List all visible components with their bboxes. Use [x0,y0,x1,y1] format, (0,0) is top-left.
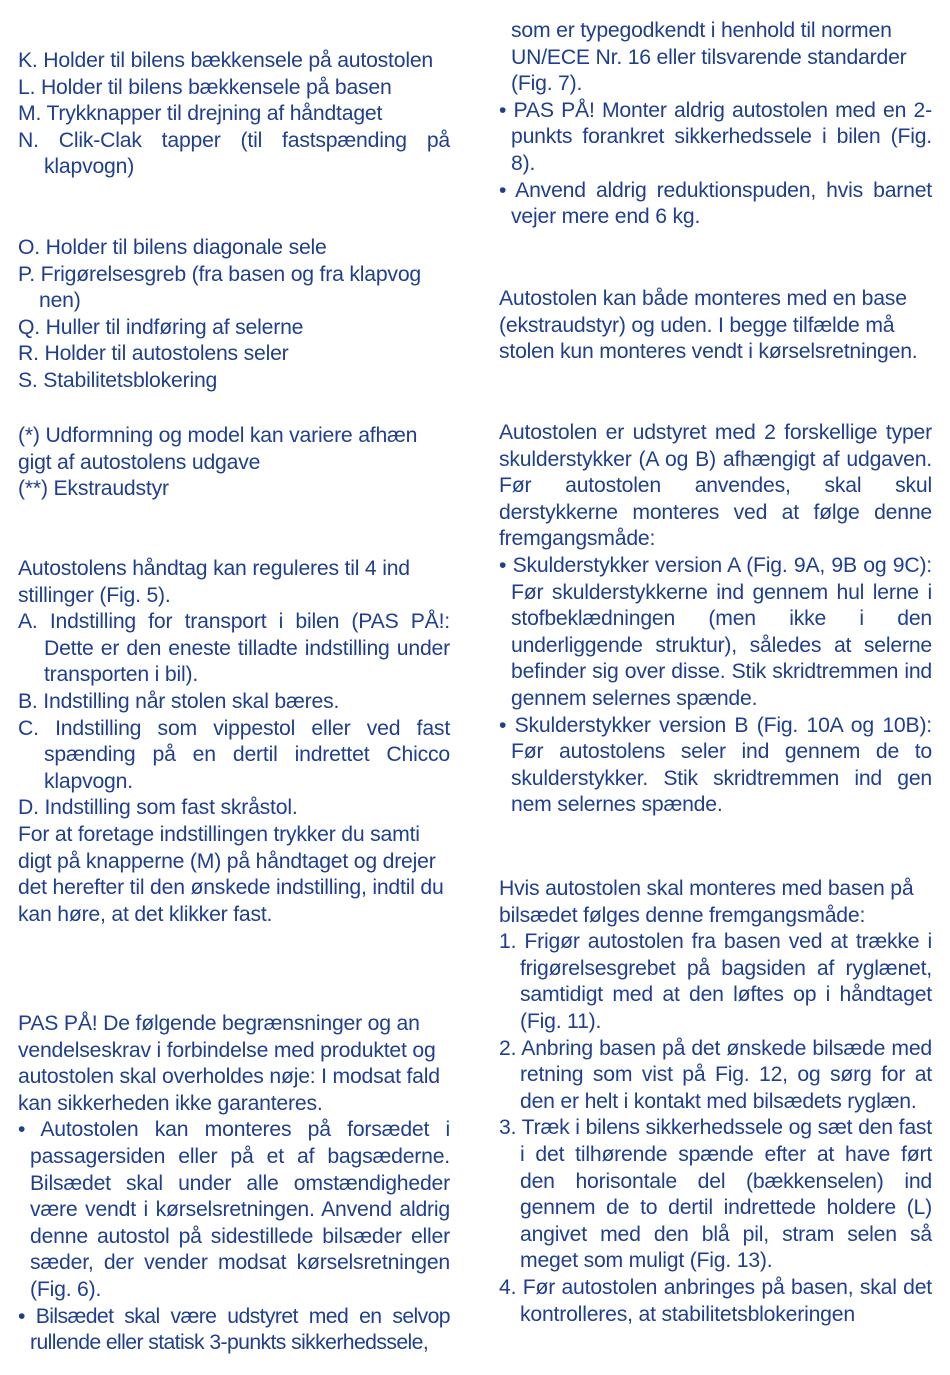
warning-bullet-seat-belt: • Bilsædet skal være udstyret med en selvop rullende eller statisk 3-punkts sikkerhedssele, [18,1304,450,1355]
handle-adjustment-section [18,556,450,928]
legend-item-l: L. Holder til bilens bækkensele på basen [18,75,392,99]
legend-item-r: R. Holder til autostolens seler [18,342,289,366]
shoulder-pads-section [499,420,932,819]
mount-step-1: 1. Frigør autostolen fra basen ved at trække i frigørelsesgrebet på bagsiden af ryglænet, samtidigt med at den løftes op i håndtaget (Fig. 11). [499,930,932,1033]
continued-text: som er typegodkendt i henhold til normen UN/ECE Nr. 16 eller tilsvarende standarder (Fig. 7). [511,19,907,96]
shoulder-intro: Autostolen er udstyret med 2 forskellige typer skulderstykker (A og B) afhængigt af udgaven. Før autostolen anvendes, skal skul derstykkerne monteres ved at følge denne fremgangsmåde: [499,421,932,551]
bullet-icon: • [499,713,515,737]
handle-position-b: B. Indstilling når stolen skal bæres. [18,689,340,713]
warning-bullet-seat-position: • Autostolen kan monteres på forsædet i passagersiden eller på et af bagsæderne. Bilsædet skal under alle omstændigheder være vendt i kørselsretningen. Anvend aldrig denne autostol på sidestillede bilsæder eller sæder, der vender modsat kørselsretningen (Fig. 6). [18,1118,450,1301]
legend-item-k: K. Holder til bilens bækkensele på autostolen [18,49,433,72]
warning-bullet-reduction-cushion: • Anvend aldrig reduktionspuden, hvis barnet vejer mere end 6 kg. [499,178,932,229]
handle-instructions: For at foretage indstillingen trykker du samti digt på knapperne (M) på håndtaget og drejer det herefter til den ønskede indstilling, indtil du kan høre, at det klikker fast. [18,822,444,926]
legend-item-n: N. Clik-Clak tapper (til fastspænding på klapvogn) [18,128,450,179]
component-legend-part-1 [18,48,450,181]
bullet-icon: • [499,178,516,202]
shoulder-version-a: • Skulderstykker version A (Fig. 9A, 9B og 9C): Før skulderstykkerne ind gennem hul lerne i stofbeklædningen (men ikke i den underliggende struktur), således at selerne befinder sig over disse. Stik skridtremmen ind gennem selernes spænde. [499,553,932,710]
component-legend-part-2 [18,235,450,395]
handle-position-a: A. Indstilling for transport i bilen (PAS PÅ!: Dette er den eneste tilladte indstilling under transporten i bil). [18,610,450,687]
bullet-icon: • [18,1304,36,1328]
bullet-icon: • [499,98,514,122]
handle-position-d: D. Indstilling som fast skråstol. [18,796,298,820]
footnote-design-varies: (*) Udformning og model kan variere afhæn gigt af autostolens udgave [18,424,418,474]
bullet-icon: • [499,553,513,577]
legend-item-q: Q. Huller til indføring af selerne [18,315,304,339]
base-text: Autostolen kan både monteres med en base (ekstraudstyr) og uden. I begge tilfælde må stolen kun monteres vendt i kørselsretningen. [499,287,918,364]
warning-section [18,1011,450,1357]
handle-position-c: C. Indstilling som vippestol eller ved fast spænding på en dertil indrettet Chicco klapvogn. [18,716,450,793]
bullet-icon: • [18,1118,41,1142]
legend-item-s: S. Stabilitetsblokering [18,368,218,392]
mount-step-2: 2. Anbring basen på det ønskede bilsæde med retning som vist på Fig. 12, og sørg for at den er helt i kontakt med bilsædets ryglæn. [499,1036,932,1113]
mount-with-base-section [499,876,932,1328]
shoulder-version-b: • Skulderstykker version B (Fig. 10A og 10B): Før autostolens seler ind gennem de to skulderstykker. Stik skridtremmen ind gen nem selernes spænde. [499,713,932,817]
handle-intro: Autostolens håndtag kan reguleres til 4 ind stillinger (Fig. 5). [18,557,410,607]
legend-item-o: O. Holder til bilens diagonale sele [18,236,327,259]
mount-step-4: 4. Før autostolen anbringes på basen, skal det kontrolleres, at stabilitetsblokeringen [499,1275,932,1326]
warning-intro: PAS PÅ! De følgende begrænsninger og an vendelseskrav i forbindelse med produktet og autostolen skal overholdes nøje: I modsat fald kan sikkerheden ikke garanteres. [18,1012,440,1115]
legend-item-p: P. Frigørelsesgreb (fra basen og fra klapvog nen) [18,262,421,313]
base-mounting-info [499,286,932,366]
mount-intro: Hvis autostolen skal monteres med basen på bilsædet følges denne fremgangsmåde: [499,877,914,927]
warning-bullet-two-point-belt: • PAS PÅ! Monter aldrig autostolen med en 2-punkts forankret sikkerhedssele i bilen (Fig. 8). [499,98,932,175]
footnotes [18,423,450,503]
legend-item-m: M. Trykknapper til drejning af håndtaget [18,102,383,126]
seat-belt-continuation [499,18,932,231]
mount-step-3: 3. Træk i bilens sikkerhedssele og sæt den fast i det tilhørende spænde efter at have ført den horisontale del (bækkenselen) ind gennem de to dertil indrettede holdere (L) angivet med den blå pil, stram selen så meget som muligt (Fig. 13). [499,1116,932,1273]
footnote-optional-accessory: (**) Ekstraudstyr [18,477,169,501]
